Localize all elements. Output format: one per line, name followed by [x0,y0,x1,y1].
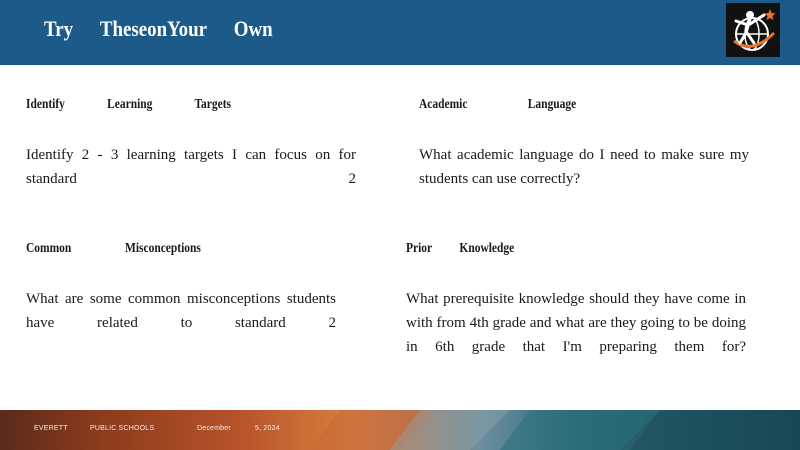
slide-title: Try TheseonYour Own [44,16,273,41]
footer-bar [0,410,800,450]
learning-targets-text: Identify 2 - 3 learning targets I can focus on for standard 2 [26,147,356,187]
misconceptions-text: What are some common misconceptions students have related to standard 2 [26,291,336,331]
footer-decoration [300,410,800,450]
academic-language-text: What academic language do I need to make sure my students can use correctly? [419,147,749,187]
misconceptions-heading: Common Misconceptions [26,241,201,256]
prior-knowledge-heading: Prior Knowledge [406,241,515,256]
person-globe-logo-icon [726,3,780,57]
title-bar [0,0,800,65]
footer-org-type: PUBLIC SCHOOLS [90,425,155,432]
footer-org-name: EVERETT [34,425,68,432]
prior-knowledge-text: What prerequisite knowledge should they have come in with from 4th grade and what are they going to be doing in 6th grade that I'm preparing them for? [406,291,746,355]
learning-targets-heading: Identify Learning Targets [26,97,232,112]
footer-date-day: 5, 2024 [255,425,280,432]
academic-language-heading: Academic Language [419,97,577,112]
footer-date-month: December [197,425,231,432]
